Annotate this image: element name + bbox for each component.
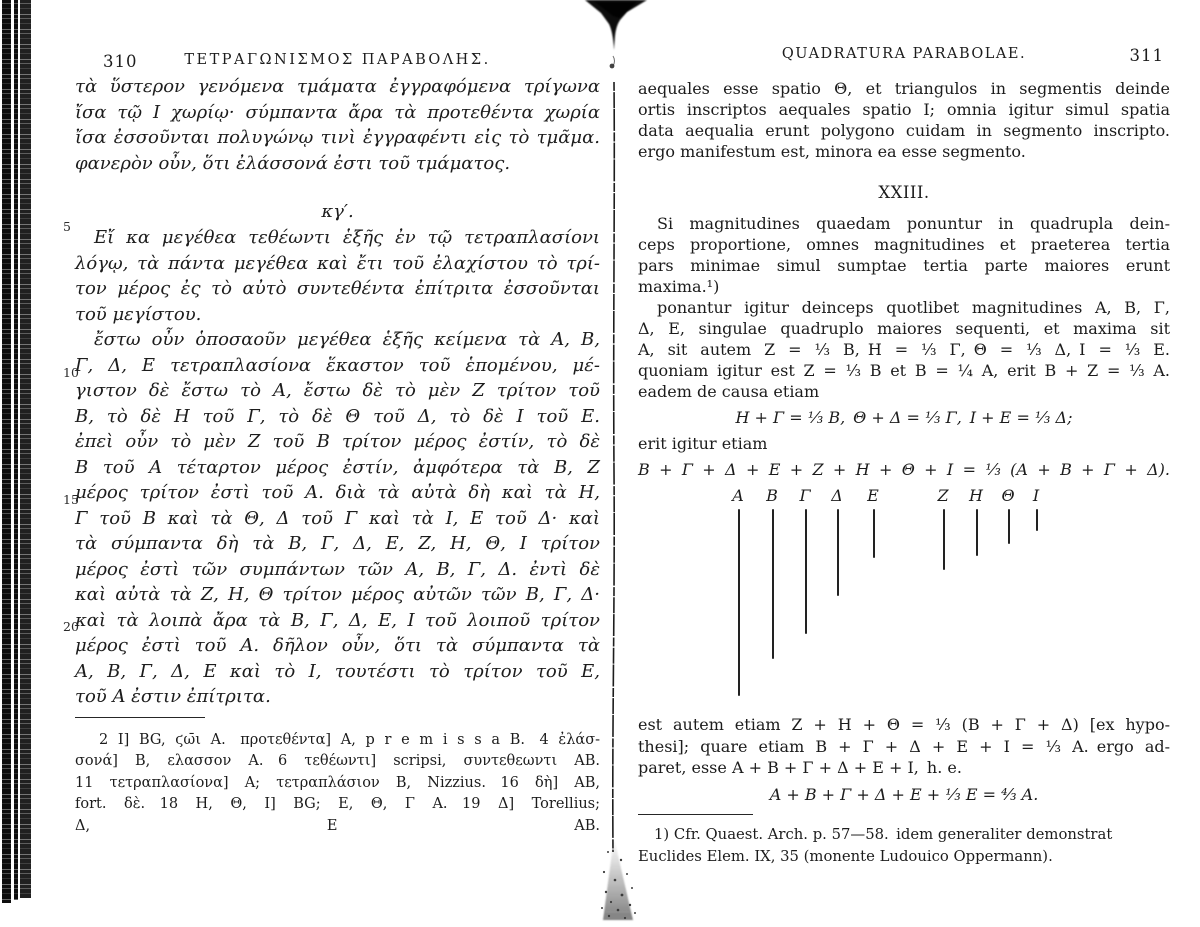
apparatus-line: 2 I] BG, ϛω̄ι A. προτεθέντα] A, p r e m i s s a B. 4 ἐλάσ-	[99, 731, 600, 748]
greek-paragraph-1	[75, 74, 600, 176]
displayed-formula-2: B + Γ + Δ + E + Z + H + Θ + I = ⅓ (A + B + Γ + Δ).	[638, 460, 1170, 479]
greek-proof-paragraph	[75, 327, 600, 710]
right-page-header	[638, 46, 1170, 66]
left-page	[35, 0, 610, 927]
text-line: quoniam igitur est Z = ⅓ B et B = ¼ A, erit B + Z = ⅓ A.	[638, 361, 1170, 380]
figure-line-label: A	[732, 486, 744, 505]
gutter-fold-line	[613, 82, 614, 852]
justified-lines	[75, 327, 600, 684]
text-line: τὰ σύμπαντα δὴ τὰ B, Γ, Δ, E, Z, H, Θ, I τρίτον	[75, 533, 600, 554]
running-title-right: QUADRATURA PARABOLAE.	[781, 46, 1027, 62]
displayed-formula-1: H + Γ = ⅓ B, Θ + Δ = ⅓ Γ, I + E = ⅓ Δ;	[735, 408, 1073, 427]
critical-apparatus	[75, 730, 600, 838]
greek-proposition-paragraph	[75, 225, 600, 327]
footnote-line: 1) Cfr. Quaest. Arch. p. 57—58. idem generaliter demonstrat	[654, 825, 1113, 843]
figure-line-segment	[943, 509, 945, 570]
magnitude-lines-figure	[638, 485, 1170, 697]
figure-line-label: Δ	[831, 486, 843, 505]
latin-paragraph-1	[638, 78, 1170, 162]
apparatus-line: Δ, E AB.	[75, 817, 600, 834]
text-line: ortis inscriptos aequales spatio I; omnia igitur simul spatia	[638, 100, 1170, 119]
apparatus-line: σονά] B, ελασσον A. 6 τεθέωντι] scripsi, συντεθεωντι AB.	[75, 753, 600, 769]
text-line: φανερὸν οὖν, ὅτι ἐλάσσονά ἐστι τοῦ τμάματος.	[75, 152, 511, 174]
text-line: τοῦ μεγίστου.	[75, 303, 202, 325]
text-line: maxima.¹)	[638, 277, 720, 296]
figure-line-label: Z	[937, 486, 949, 505]
text-line: paret, esse A + B + Γ + Δ + E + I, h. e.	[638, 758, 962, 777]
figure-line-label: I	[1032, 486, 1040, 505]
figure-line-segment	[772, 509, 774, 659]
figure-line-label: H	[969, 486, 983, 505]
left-page-header	[75, 52, 600, 74]
margin-line-number: 20	[63, 619, 79, 634]
margin-line-number: 10	[63, 365, 79, 380]
figure-line-segment	[1008, 509, 1010, 544]
text-line: μέρος τρίτον ἐστὶ τοῦ A. διὰ τὰ αὐτὰ δὴ καὶ τὰ H,	[75, 482, 600, 503]
figure-line-label: Θ	[1001, 486, 1015, 505]
footnote-lines	[638, 824, 1170, 869]
displayed-formula-3: A + B + Γ + Δ + E + ⅓ E = ⁴⁄₃ A.	[769, 784, 1039, 804]
text-line: Γ, Δ, E τετραπλασίονα ἕκαστον τοῦ ἑπομένου, μέ-	[75, 354, 600, 376]
running-title-left: ΤΕΤΡΑΓΩΝΙΣΜΟΣ ΠΑΡΑΒΟΛΗΣ.	[184, 52, 491, 68]
text-line: B τοῦ A τέταρτον μέρος ἐστίν, ἀμφότερα τὰ B, Z	[75, 456, 600, 478]
figure-line-label: Γ	[799, 486, 811, 505]
text-line: pars minimae simul sumptae tertia parte maiores erunt	[638, 256, 1170, 275]
text-line: erit igitur etiam	[638, 434, 768, 453]
figure-line-label: B	[766, 486, 778, 505]
text-line: aequales esse spatio Θ, et triangulos in segmentis deinde	[638, 79, 1170, 98]
margin-line-number: 5	[63, 219, 71, 234]
figure-line-segment	[738, 509, 740, 696]
text-line: μέρος ἐστὶ τῶν συμπάντων τῶν A, B, Γ, Δ. ἐντὶ δὲ	[75, 558, 600, 580]
text-line: est autem etiam Z + H + Θ = ⅓ (B + Γ + Δ) [ex hypo-	[638, 715, 1170, 734]
justified-lines	[638, 297, 1170, 381]
footnote-block	[638, 824, 1170, 869]
book-edge-band	[14, 0, 18, 900]
text-line: Εἴ κα μεγέθεα τεθέωντι ἑξῆς ἐν τῷ τετραπλασίονι	[94, 227, 600, 248]
text-line: ἴσα τῷ I χωρίῳ· σύμπαντα ἄρα τὰ προτεθέντα χωρία	[75, 101, 600, 123]
justified-lines	[75, 74, 600, 151]
text-line: τον μέρος ἐς τὸ αὐτὸ συντεθέντα ἐπίτριτα ἐσσοῦνται	[75, 278, 600, 299]
page-number-right: 311	[1129, 46, 1164, 65]
text-line: καὶ αὐτὰ τὰ Z, H, Θ τρίτον μέρος αὐτῶν τῶν B, Γ, Δ·	[75, 584, 600, 605]
apparatus-line: 11 τετραπλασίονα] A; τετραπλάσιον B, Nizzius. 16 δὴ] AB,	[75, 774, 600, 791]
page-number-left: 310	[103, 52, 138, 71]
text-line: ponantur igitur deinceps quotlibet magnitudines A, B, Γ,	[657, 298, 1170, 317]
book-edge-band	[2, 0, 11, 903]
section-heading-roman-numeral: XXIII.	[878, 183, 930, 202]
text-line: eadem de causa etiam	[638, 382, 820, 401]
margin-line-number: 15	[63, 492, 79, 507]
apparatus-lines	[75, 730, 600, 838]
text-line: καὶ τὰ λοιπὰ ἄρα τὰ B, Γ, Δ, E, I τοῦ λοιποῦ τρίτον	[75, 609, 600, 631]
text-line: B, τὸ δὲ H τοῦ Γ, τὸ δὲ Θ τοῦ Δ, τὸ δὲ I τοῦ E.	[75, 405, 600, 427]
text-line: thesi]; quare etiam B + Γ + Δ + E + I = ⅓ A. ergo ad-	[638, 736, 1170, 756]
text-line: λόγῳ, τὰ πάντα μεγέθεα καὶ ἔτι τοῦ ἐλαχίστου τὸ τρί-	[75, 252, 600, 274]
text-line: τὰ ὕστερον γενόμενα τμάματα ἐγγραφόμενα τρίγωνα	[75, 76, 600, 97]
text-line: data aequalia erunt polygono cuidam in segmento inscripto.	[638, 121, 1170, 140]
text-line: Γ τοῦ B καὶ τὰ Θ, Δ τοῦ Γ καὶ τὰ I, E τοῦ Δ· καὶ	[75, 507, 600, 529]
latin-proposition-paragraph	[638, 213, 1170, 297]
text-line: ceps proportione, omnes magnitudines et praeterea tertia	[638, 235, 1170, 254]
right-page	[638, 0, 1170, 927]
figure-line-segment	[976, 509, 978, 556]
text-line: τοῦ A ἐστιν ἐπίτριτα.	[75, 686, 271, 707]
text-line: A, sit autem Z = ⅓ B, H = ⅓ Γ, Θ = ⅓ Δ, I = ⅓ E.	[638, 340, 1170, 359]
footnote-rule	[75, 717, 205, 718]
latin-proof-paragraph	[638, 297, 1170, 402]
figure-line-segment	[805, 509, 807, 634]
text-line: ἴσα ἐσσοῦνται πολυγώνῳ τινὶ ἐγγραφέντι εἰς τὸ τμᾶμα.	[75, 127, 600, 148]
text-line: ergo manifestum est, minora ea esse segmento.	[638, 142, 1026, 161]
text-line: ἔστω οὖν ὁποσαοῦν μεγέθεα ἑξῆς κείμενα τὰ A, B,	[94, 329, 600, 350]
book-edge-band	[20, 0, 31, 898]
text-line: ἐπεὶ οὖν τὸ μὲν Z τοῦ B τρίτον μέρος ἐστίν, τὸ δὲ	[75, 431, 600, 452]
justified-lines	[638, 714, 1170, 757]
text-line: μέρος ἐστὶ τοῦ A. δῆλον οὖν, ὅτι τὰ σύμπαντα τὰ	[75, 635, 600, 656]
text-line: Si magnitudines quaedam ponuntur in quadrupla dein-	[657, 214, 1170, 233]
footnote-rule	[638, 814, 753, 815]
text-line: γιστον δὲ ἔστω τὸ A, ἔστω δὲ τὸ μὲν Z τρίτον τοῦ	[75, 380, 600, 401]
figure-line-segment	[873, 509, 875, 558]
justified-lines	[638, 213, 1170, 276]
figure-line-segment	[837, 509, 839, 596]
footnote-line: Euclides Elem. IX, 35 (monente Ludouico Oppermann).	[638, 848, 1053, 865]
justified-lines	[638, 78, 1170, 141]
figure-line-segment	[1036, 509, 1038, 531]
section-heading-greek: κγ′.	[321, 201, 354, 222]
justified-lines	[75, 225, 600, 302]
figure-line-label: E	[867, 486, 879, 505]
latin-conclusion-paragraph	[638, 714, 1170, 779]
text-line: Δ, E, singulae quadruplo maiores sequenti, et maxima sit	[638, 319, 1170, 338]
apparatus-line: fort. δὲ. 18 H, Θ, I] BG; E, Θ, Γ A. 19 Δ] Torellius;	[75, 796, 600, 812]
text-line: A, B, Γ, Δ, E καὶ τὸ I, τουτέστι τὸ τρίτον τοῦ E,	[75, 660, 600, 682]
